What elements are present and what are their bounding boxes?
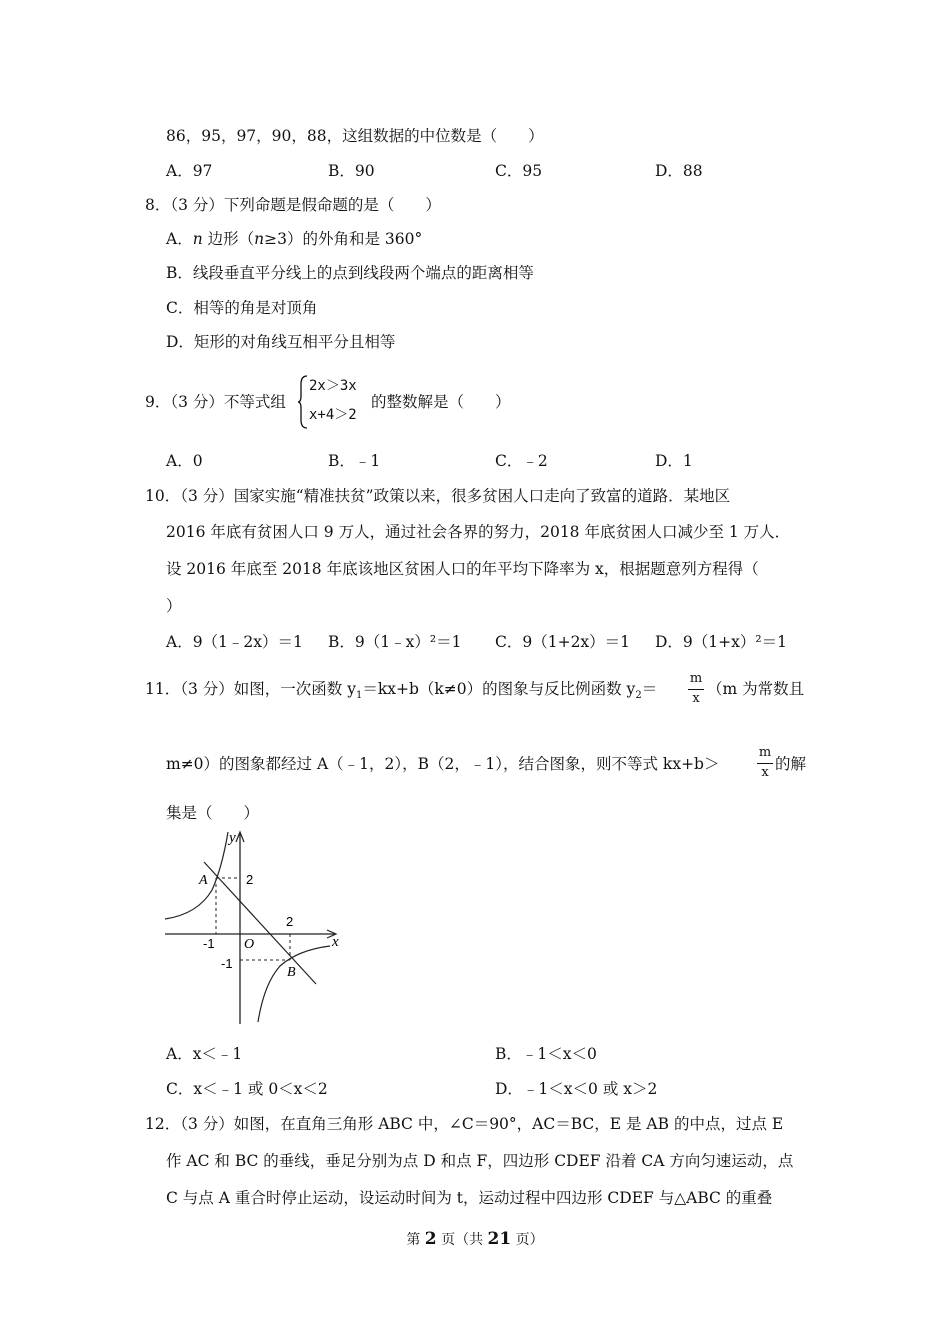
q9-ineq-1: 2x＞3x — [309, 378, 357, 394]
q9-suffix: 的整数解是（ ） — [371, 393, 511, 411]
q11-frac-2-num: m — [758, 745, 772, 760]
q8-option-b: B．线段垂直平分线上的点到线段两个端点的距离相等 — [166, 264, 534, 282]
q10-option-c: C．9（1+2x）＝1 — [495, 633, 631, 651]
q12-line-2: 作 AC 和 BC 的垂线，垂足分别为点 D 和点 F，四边形 CDEF 沿着 CA 方向匀速运动，点 — [166, 1152, 794, 1170]
q9-prefix: 9．（3 分）不等式组 — [145, 393, 286, 411]
q9-option-b: B．﹣1 — [328, 452, 381, 470]
q8-option-d: D．矩形的对角线互相平分且相等 — [166, 333, 396, 351]
q10-line-2: 2016 年底有贫困人口 9 万人，通过社会各界的努力，2018 年底贫困人口减少至 1 万人． — [166, 523, 791, 541]
q11-option-b: B．﹣1＜x＜0 — [495, 1045, 597, 1063]
q8-option-a: A．n 边形（n≥3）的外角和是 360° — [166, 230, 423, 248]
page-number: 2 — [424, 1229, 437, 1249]
page-total: 21 — [487, 1229, 512, 1249]
graph-origin-label: O — [244, 937, 255, 952]
graph-y-label: y — [229, 830, 236, 846]
q11-line-3: 集是（ ） — [166, 804, 260, 822]
q11-line-2-tail: 的解 — [775, 755, 807, 773]
q9-option-a: A．0 — [166, 452, 203, 470]
graph-point-b: B — [287, 965, 296, 980]
q7-option-d: D．88 — [655, 162, 703, 180]
q9-inequality-system — [297, 374, 377, 430]
graph-point-a: A — [199, 873, 208, 888]
q11-line-1-tail: （m 为常数且 — [707, 680, 805, 698]
graph-tick-x-neg1: -1 — [203, 936, 215, 951]
q7-option-b: B．90 — [328, 162, 375, 180]
q11-frac-1-den: x — [692, 691, 700, 706]
q10-option-b: B．9（1﹣x）²＝1 — [328, 633, 462, 651]
brace-icon — [297, 374, 309, 430]
graph-tick-y-2: 2 — [246, 872, 254, 887]
q7-stem: 86，95，97，90，88，这组数据的中位数是（ ） — [166, 127, 544, 145]
q9-ineq-2: x+4＞2 — [309, 407, 357, 423]
q11-line-1: 11．（3 分）如图，一次函数 $y_1=kx+b(k\ne 0)$的图象与反比例函数 $y_2=$ — [145, 680, 658, 702]
q11-line-2: m≠0）的图象都经过 A（﹣1，2），B（2，﹣1），结合图象，则不等式 kx+b＞ — [166, 755, 720, 773]
q9-option-d: D．1 — [655, 452, 693, 470]
q12-line-1: 12．（3 分）如图，在直角三角形 ABC 中，∠C＝90°，AC＝BC，E 是 AB 的中点，过点 E — [145, 1115, 784, 1133]
q10-line-4: ） — [166, 597, 182, 615]
q8-stem: 8．（3 分）下列命题是假命题的是（ ） — [145, 196, 441, 214]
page-footer: 第 2 页（共 21 页） — [406, 1229, 544, 1249]
q9-option-c: C．﹣2 — [495, 452, 548, 470]
q11-function-graph — [160, 826, 345, 1026]
q11-frac-2-den: x — [761, 765, 769, 780]
q7-option-c: C．95 — [495, 162, 543, 180]
q7-option-a: A．97 — [166, 162, 213, 180]
q10-line-3: 设 2016 年底至 2018 年底该地区贫困人口的年平均下降率为 x，根据题意列方程得（ — [166, 560, 759, 578]
q11-frac-1-num: m — [689, 671, 703, 686]
graph-tick-x-2: 2 — [286, 914, 294, 929]
q12-line-3: C 与点 A 重合时停止运动，设运动时间为 t，运动过程中四边形 CDEF 与△ABC 的重叠 — [166, 1189, 773, 1207]
q11-option-d: D．﹣1＜x＜0 或 x＞2 — [495, 1080, 658, 1098]
q11-frac-2-bar — [757, 763, 773, 764]
q11-frac-1-bar — [688, 689, 704, 690]
q8-option-c: C．相等的角是对顶角 — [166, 299, 318, 317]
q10-option-d: D．9（1+x）²＝1 — [655, 633, 787, 651]
q11-option-c: C．x＜﹣1 或 0＜x＜2 — [166, 1080, 328, 1098]
graph-x-label: x — [332, 934, 339, 950]
graph-tick-y-neg1: -1 — [221, 956, 233, 971]
q10-option-a: A．9（1﹣2x）＝1 — [166, 633, 303, 651]
q10-line-1: 10．（3 分）国家实施“精准扶贫”政策以来，很多贫困人口走向了致富的道路．某地区 — [145, 487, 731, 505]
q11-option-a: A．x＜﹣1 — [166, 1045, 243, 1063]
